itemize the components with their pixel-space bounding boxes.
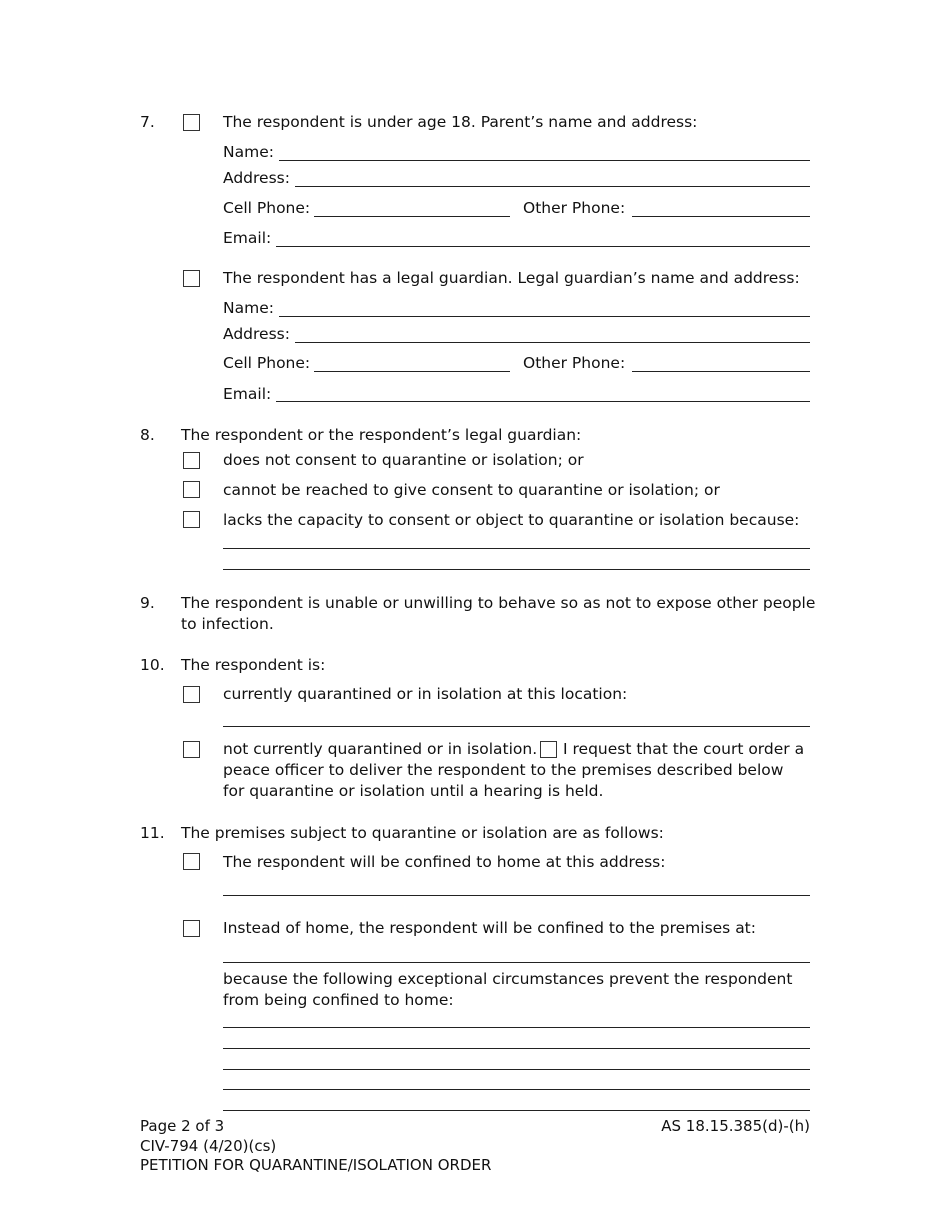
parent-name-field[interactable] — [279, 160, 810, 161]
circumstances-line-1[interactable] — [223, 1027, 810, 1028]
cannot-reach-label: cannot be reached to give consent to quarantine or isolation; or — [223, 481, 720, 499]
guardian-address-field[interactable] — [295, 342, 810, 343]
circumstances-line-5[interactable] — [223, 1110, 810, 1111]
guardian-other-phone-field[interactable] — [632, 371, 810, 372]
capacity-reason-line-2[interactable] — [223, 569, 810, 570]
currently-quarantined-label: currently quarantined or in isolation at this location: — [223, 685, 628, 703]
minor-statement: The respondent is under age 18. Parent’s name and address: — [223, 113, 698, 131]
not-quarantined-checkbox[interactable] — [183, 741, 200, 758]
item-8-statement: The respondent or the respondent’s legal guardian: — [181, 426, 582, 444]
item-10-statement: The respondent is: — [181, 656, 326, 674]
guardian-other-phone-label: Other Phone: — [523, 354, 626, 372]
lacks-capacity-label: lacks the capacity to consent or object to quarantine or isolation because: — [223, 511, 800, 529]
guardian-name-field[interactable] — [279, 316, 810, 317]
no-consent-checkbox[interactable] — [183, 452, 200, 469]
guardian-checkbox[interactable] — [183, 270, 200, 287]
currently-quarantined-checkbox[interactable] — [183, 686, 200, 703]
circumstances-line-2[interactable] — [223, 1048, 810, 1049]
guardian-name-label: Name: — [223, 299, 274, 317]
guardian-email-field[interactable] — [276, 401, 810, 402]
no-consent-label: does not consent to quarantine or isolation; or — [223, 451, 584, 469]
item-9-statement: The respondent is unable or unwilling to behave so as not to expose other people to infection. — [181, 594, 816, 633]
parent-cell-field[interactable] — [314, 216, 510, 217]
footer-form-code: CIV-794 (4/20)(cs) — [140, 1136, 277, 1155]
lacks-capacity-checkbox[interactable] — [183, 511, 200, 528]
not-quarantined-label: not currently quarantined or in isolation. — [223, 740, 538, 758]
home-address-field[interactable] — [223, 895, 810, 896]
guardian-cell-label: Cell Phone: — [223, 354, 311, 372]
guardian-address-label: Address: — [223, 325, 290, 343]
parent-address-field[interactable] — [295, 186, 810, 187]
footer-page-number: Page 2 of 3 — [140, 1117, 225, 1135]
other-premises-field[interactable] — [223, 962, 810, 963]
guardian-cell-field[interactable] — [314, 371, 510, 372]
guardian-statement: The respondent has a legal guardian. Legal guardian’s name and address: — [223, 269, 800, 287]
footer-form-title: PETITION FOR QUARANTINE/ISOLATION ORDER — [140, 1156, 492, 1174]
parent-address-label: Address: — [223, 169, 290, 187]
parent-other-phone-label: Other Phone: — [523, 199, 626, 217]
home-confinement-checkbox[interactable] — [183, 853, 200, 870]
parent-email-label: Email: — [223, 229, 272, 247]
item-11-number: 11. — [140, 824, 165, 842]
item-9-number: 9. — [140, 594, 155, 612]
item-8-number: 8. — [140, 426, 155, 444]
parent-cell-label: Cell Phone: — [223, 199, 311, 217]
item-10-number: 10. — [140, 656, 165, 674]
home-confinement-label: The respondent will be confined to home at this address: — [223, 853, 666, 871]
item-7-number: 7. — [140, 113, 155, 131]
parent-other-phone-field[interactable] — [632, 216, 810, 217]
other-premises-checkbox[interactable] — [183, 920, 200, 937]
item-11-statement: The premises subject to quarantine or isolation are as follows: — [181, 824, 664, 842]
parent-name-label: Name: — [223, 143, 274, 161]
circumstances-line-3[interactable] — [223, 1069, 810, 1070]
exceptional-circumstances-label: because the following exceptional circumstances prevent the respondent from being confined to home: — [223, 970, 793, 1009]
circumstances-line-4[interactable] — [223, 1089, 810, 1090]
current-location-field[interactable] — [223, 726, 810, 727]
footer-statute: AS 18.15.385(d)-(h) — [661, 1117, 810, 1135]
guardian-email-label: Email: — [223, 385, 272, 403]
cannot-reach-checkbox[interactable] — [183, 481, 200, 498]
footer-left — [140, 1117, 491, 1176]
other-premises-label: Instead of home, the respondent will be confined to the premises at: — [223, 919, 756, 937]
parent-email-field[interactable] — [276, 246, 810, 247]
court-order-request-text: I request that the court order a peace officer to deliver the respondent to the premises described below for quarantine or isolation until a hearing is held. — [223, 740, 805, 800]
minor-checkbox[interactable] — [183, 114, 200, 131]
capacity-reason-line-1[interactable] — [223, 548, 810, 549]
